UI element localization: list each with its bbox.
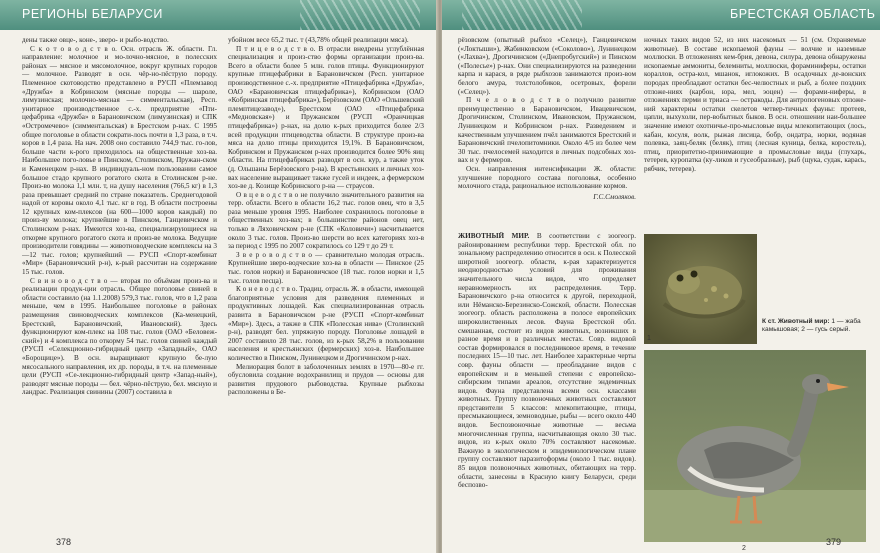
- figure-number-2: 2: [742, 545, 746, 552]
- caption-text: 1 — жаба камышовая; 2 — гусь серый.: [762, 318, 861, 333]
- caption-prefix: К ст. Животный мир:: [762, 318, 830, 325]
- fauna-text: В соответствии с зоогеогр. районированием республики терр. Брестской обл. по зональному распределению относится в осн. к Полесской широтной зоогеогр. области, к-рая характеризуется неоднородностью условий для проживания значительного числа видов, что определяет неравномерность их распределения. Терр. Барановичского р-на относится к другой, переходной, или Нёманско-Березинско-Сожской, области. Полесская зоогеогр. область расположена в полосе европейских широколиственных лесов. Фауна Брестской обл. смешанная, состоит из видов животных, возникших в разное время и в различных местах. Совр. видовой состав формировался в последниковое время, в течение последних 15—10 тыс. лет. Наиболее характерные черты совр. фауны области — преобладание видов с европейским и в меньшей степени с европейско-сибирским типами ареалов, отсутствие эндемичных видов. Фауна представлена всеми осн. классами животных. Группу позвоночных животных составляют представители 5 классов: млекопитающие, птицы, пресмыкающиеся, земноводные, рыбы — всего около 440 видов. Беспозвоночные животные — весьма многочисленная группа, насчитывающая около 30 тыс. видов, из к-рых около 70% составляют насекомые. Важную в экологическом и эпидемиологическом плане группу составляют паразитоформы (около 1 тыс. видов). 85 видов позвоночных животных, обитающих на терр. области, занесены в Красную книгу Беларуси, среди беспозво-: [458, 232, 636, 490]
- paragraph: С к о т о в о д с т в о. Осн. отрасль Ж. области. Гл. направление: молочное и мо-лочно-мясное, в полесских районах — мясное и мясомолочное, вокруг крупных городов — молочное. Разводят в осн. чёр-но-пёструю породу. Племенное скотоводство представлено в РУСП «Племзавод «Дружба» в Кобринском (мясные породы — шароле, лимузинская; молочно-мясная — симментальская), Респ. унитарное производственное с.-х. предприятие «Пти-цефабрика «Дружба» в Барановичском (лимузинская) и СПК «Остромечево» (симментальская) в Брестском р-нах. С 1995 общее поголовье в области сократи-лось почти в 1,3 раза, в т.ч. коров в 1,4 раза. На нач. 2008 оно составило 744,9 тыс. го-лов, больше части к-рого приходилось на общественные хоз-ва. Наибольшее пого-ловье в Пинском, Столинском, Пружан-ском и Каменецком р-нах. В индивидуаль-ном пользовании самое большое стадо крупного рогатого скота в Столинском р-не. Произ-во молока 1,1 млн. т, на душу населения (766,5 кг) в 1,3 раза превышает средний по стране показатель. Среднегодовой надой от коровы около 4,1 тыс. кг в год. В области построены 12 крупных ком-плексов (на 600—1000 коров каждый) по произ-ву молока; крупнейшие в Пинском, Ганцевичском и Столинском р-нах. Имеются хоз-ва, специализирующиеся на откорме крупного рогатого скота и произ-ве молока. Ведущие производители говядины — животноводческие комплексы на 3—12 тыс. голов; крупнейший — РУСП «Спорт-комбинат «Мир» (Барановичский р-н), к-рый рассчитан на содержание 15 тыс. голов.: [22, 44, 217, 277]
- paragraph: убойном весе 65,2 тыс. т (43,78% общей реализации мяса).: [228, 36, 409, 44]
- right-column-1-top: [458, 36, 636, 226]
- paragraph: Осн. направления интенсификации Ж. области: улучшение породного состава поголовья, особенно молочного стада, рациональное использование кормов.: [458, 164, 636, 191]
- right-page: [442, 0, 880, 553]
- left-header-band: [0, 0, 438, 30]
- paragraph: К о н е в о д с т в о. Традиц. отрасль Ж. в области, имеющей благоприятные условия для разведения племенных и продуктивных лошадей. Как специализированная отрасль развита в Барановичском р-не (РУСП «Спорт-комбинат «Мир»). Здесь, а также в СПК «Полесская нива» (Столинский р-н), разводят бел. упряжную породу. Поголовье лошадей в 2007 составило 28 тыс. голов, из к-рых 58,2% в пользовании населения и крестьянских (фермерских) хоз-в. Наибольшее количество в Пинском, Лунинецком и Дрогичинском р-нах.: [228, 285, 424, 362]
- toad-photo: [644, 234, 757, 344]
- left-running-header: РЕГИОНЫ БЕЛАРУСИ: [22, 7, 163, 21]
- paragraph: дены также овце-, коне-, зверо- и рыбо-водство.: [22, 36, 169, 44]
- left-page: [0, 0, 438, 553]
- figure-number-1: 1: [647, 335, 651, 342]
- author-signature: Г.С.Смоляков.: [593, 192, 636, 201]
- paragraph: П т и ц е в о д с т в о. В отрасли внедрены углублённая специализация и произ-ство формы организации произ-ва. Всего в области более 5 млн. голов птицы. Функционируют крупные птицефабрики в Барановичском (Респ. унитарное производственное с.-х. предприятие «Птицефабрика «Дружба», ОАО «Барановичская птицефабрика»), Кобринском (ОАО «Кобринская птицефабрика»), Берёзовском (ОАО «Ольшевский племптицезавод»), Брестском (ОАО «Птицефабрика «Медновская») и Пружанском (РУСП «Оранчицкая птицефабрика») р-нах, на долю к-рых приходится более 2/3 всей продукции птицеводства области. В структуре произ-ва мяса на долю птицы приходится 19,1%. В Барановичском, Кобринском и Пружанском р-нах производится более 90% яиц области. На птицефабриках разводят в осн. кур, а также уток (д. Ольшаны Берёзовского р-на). В крестьянских и личных хоз-вах население выращивает также гусей и индеек, а фермерском хоз-ве д. Козище Кобринского р-на — страусов.: [228, 44, 424, 191]
- paragraph: С в и н о в о д с т в о — вторая по объёмам произ-ва и реализации продук-ции отрасль. Общее поголовье свиней в области составило (на 1.1.2008) 579,3 тыс. голов, что в 1,2 раза меньше, чем в 1995. Наибольшее поголовье в районах размещения свиноводческих комплексов (Ка-менецкий, Брестский, Барановичский, Ивановский). Здесь функционируют ком-плекс на 108 тыс. голов (ОАО «Беловеж-ский») и 4 комплекса по откорму 54 тыс. голов свиней каждый (РУСП «Селекционно-гибридный центр «Западный», ОАО «Борощице»). В осн. выращивают крупную бе-лую мясосального направления, их др. породы, в т.ч. на племенные цели (РУСП «Се-лекционно-гибридный центр «Запад-ный»), разводят мясные породы — бел. чёрно-пёструю, бел. мясную и ландрас. Реализация свинины (2007) составила в: [22, 276, 217, 397]
- paragraph: рёзовском (опытный рыбхоз «Селец»), Ганцевичском («Локтыши»), Жабинковском («Соколово»), Лунинецком («Лахва»), Дрогичинском («Днепробугский») и Пинском («Полесье») р-нах. Они специализируются на разведении карпа и карася, в ряде рыбхозов занимаются произ-вом белого амура, толстолобиков, осетровых, форели («Селец»).: [458, 36, 636, 96]
- fauna-heading: ЖИВОТНЫЙ МИР.: [458, 232, 530, 240]
- right-column-2: [644, 36, 866, 224]
- page-number-right: 379: [826, 537, 842, 547]
- right-column-1-fauna: [458, 232, 636, 538]
- left-column-2: [228, 36, 424, 536]
- right-header-band: [442, 0, 880, 30]
- fauna-paragraph: [458, 232, 636, 490]
- header-hatch-decoration: [462, 0, 582, 30]
- right-running-header: БРЕСТСКАЯ ОБЛАСТЬ: [730, 7, 876, 21]
- paragraph: З в е р о в о д с т в о — сравнительно молодая отрасль. Крупнейшие зверо-водческие хоз-ва в области — Пинское (25 тыс. голов норки) и Барановичское (18 тыс. голов норки и 1,5 тыс. голов песца).: [228, 250, 424, 285]
- paragraph: Мелиорация болот в заболоченных землях в 1970—80-е гг. обусловила создание водохранилищ и прудов — основы для развития прудового рыбоводства. Крупные рыбхозы расположены в Бе-: [228, 362, 424, 397]
- paragraph: П ч е л о в о д с т в о получило развитие преимущественно в Барановичском, Ивацевичском, Дрогичинском, Столинском, Ивановском, Пружанском, Лунинецком и Кобринском р-нах. Разведением и качественным улучшением пчёл занимаются Брестский и Барановичский пчелопитомники. Около 4/5 из более чем 30 тыс. пчелосемей находится в личных подсобных хоз-вах и у фермеров.: [458, 96, 636, 165]
- header-hatch-decoration: [300, 0, 420, 30]
- page-number-left: 378: [56, 537, 72, 547]
- photo-caption: [762, 318, 862, 334]
- paragraph: О в ц е в о д с т в о не получило значительного развития на терр. области. Всего в области 16,2 тыс. голов овец, что в 3,5 раза меньше уровня 1995. Наиболее сохранилось поголовье в общественных хоз-вах; в большинстве районов овец нет, только в Ляховичском р-не (СПК «Коловичи») насчитывается около 3 тыс. голов. Произ-во шерсти во всех категориях хоз-в за период с 1995 по 2007 сократилось со 129 т до 29 т.: [228, 190, 424, 251]
- paragraph: ночных таких видов 52, из них насекомых — 51 (см. Охраняемые животные). В составе ископаемой фауны — волчие и наземные моллюски. В отложениях кем-брия, девона, силура, девона обнаружены ископаемые аммониты, белемниты, моллюски, фораминиферы, остатки кораллов, остра-кол, мшанок, иглокожих. В осадочных де-вонских породах преобладают остатки бес-челюстных и рыб, а более поздних отложе-ниях (карбон, юра, мел, эоцен) — форами-ниферы, в отложениях перми и триаса — остракоды. Для антропогеновых отложе-ний характерны остатки скелетов четвер-тичных фауны: протеев, цапли, выхухоли, пер-вобытных быков. В осн. отношении наи-большее значение имеют охотничье-про-мысловые виды млекопитающих (лось, кабан, косуля, волк, рыжая лисица, бобр, ондатра, норки, водяная полевка, заяц-беляк (беляк), птиц (лесная куница, белка, коростель), птиц, приоритетно-принимающие в промысловые виды (глухарь, тетерев, куропатка (ку-ликов и гусеобразные), рыб (щука, судак, карась, рябчик, тетерев).: [644, 36, 866, 173]
- left-column-1: [22, 36, 217, 536]
- goose-photo: [644, 350, 866, 542]
